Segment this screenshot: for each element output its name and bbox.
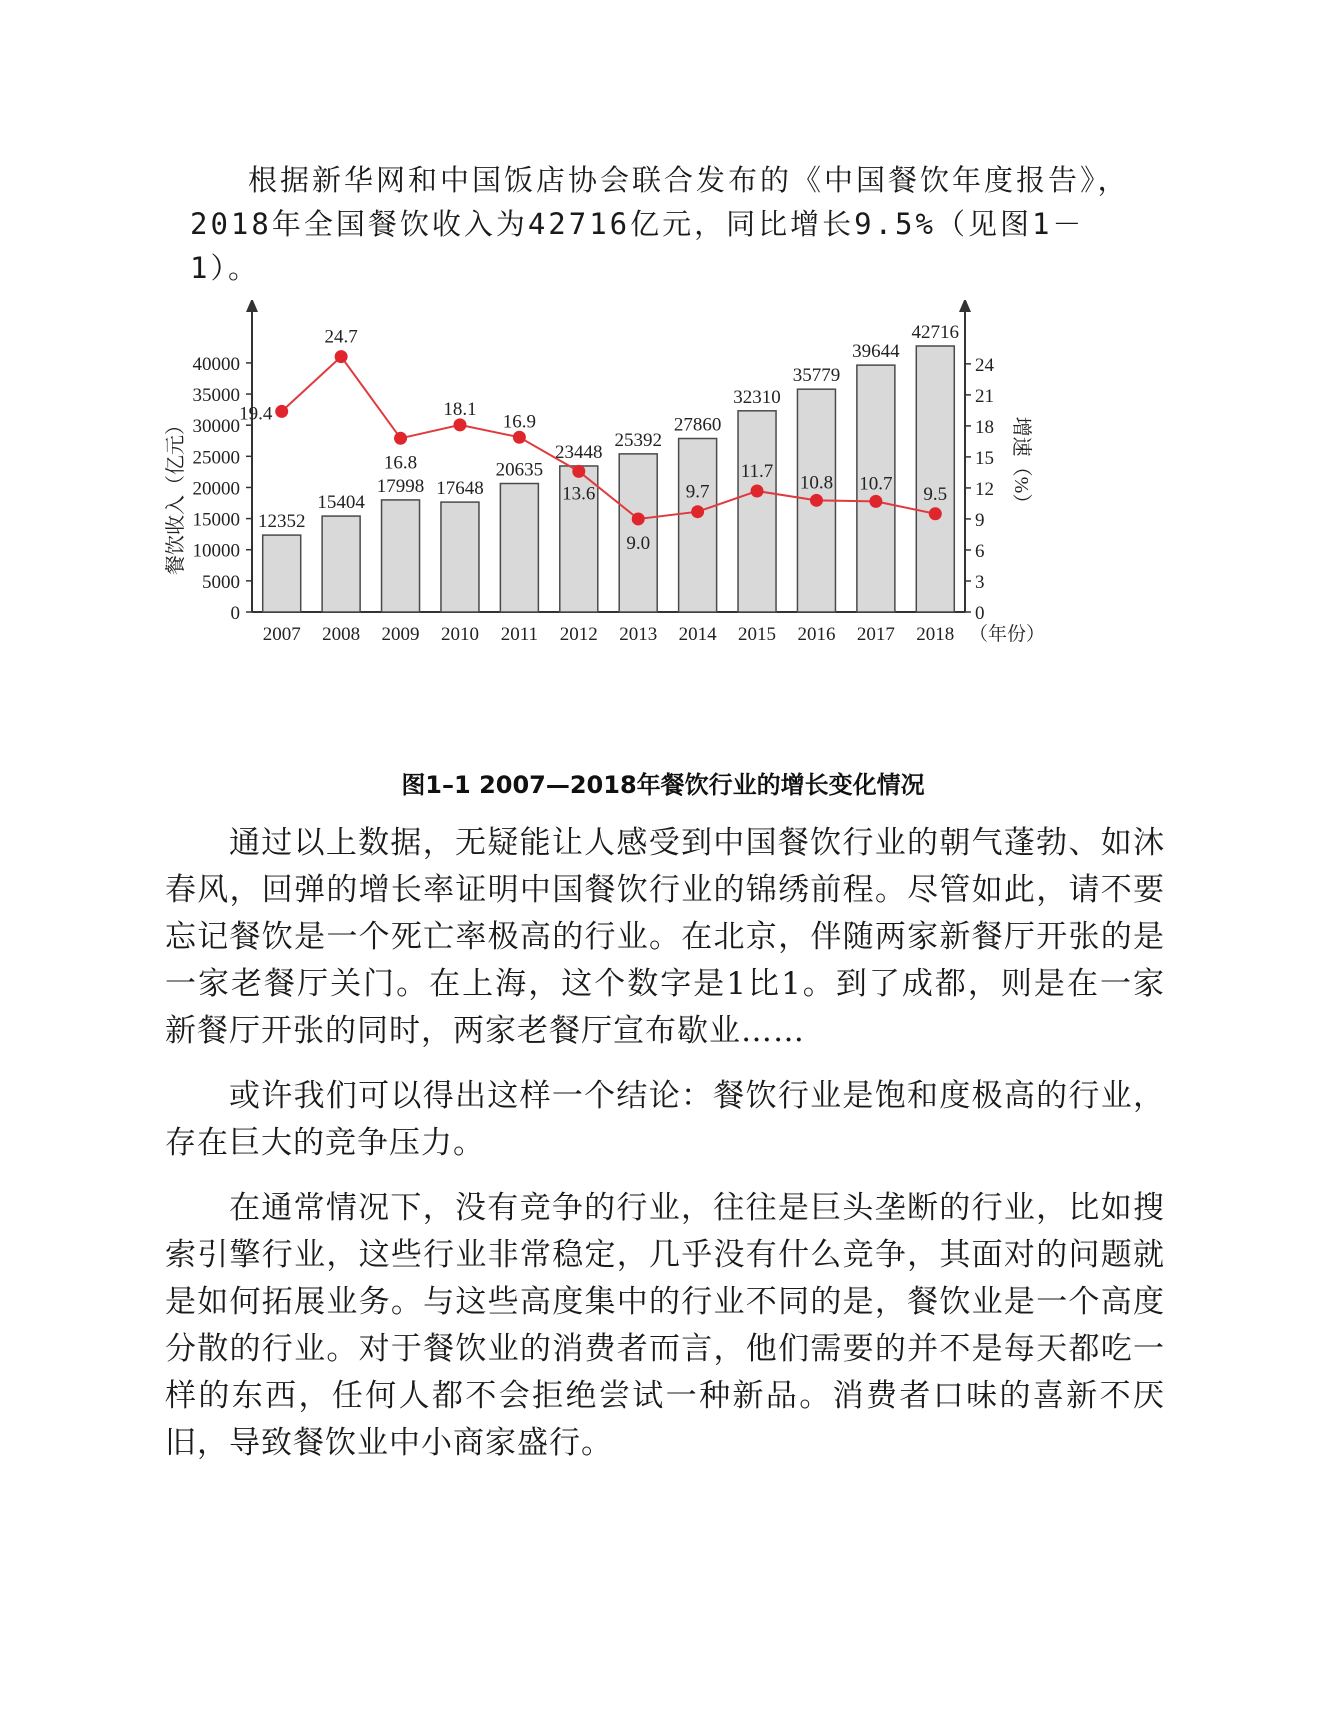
- bar-value-label: 25392: [614, 429, 662, 451]
- growth-point: [691, 505, 704, 518]
- bar-value-label: 15404: [317, 492, 365, 514]
- right-tick-label: 9: [975, 509, 985, 531]
- growth-point: [572, 465, 585, 478]
- growth-point: [335, 350, 348, 363]
- intro-paragraph: [190, 158, 1130, 290]
- right-tick-label: 6: [975, 540, 985, 562]
- x-tick-label: 2010: [440, 624, 479, 645]
- growth-value-label: 9.5: [923, 483, 948, 505]
- x-tick-label: 2016: [797, 624, 836, 645]
- bar: [263, 535, 301, 612]
- growth-point: [632, 512, 645, 525]
- intro-text: 根据新华网和中国饭店协会联合发布的《中国餐饮年度报告》，2018年全国餐饮收入为42716亿元，同比增长9.5%（见图1－1）。: [190, 163, 1130, 285]
- left-tick-label: 30000: [192, 416, 240, 438]
- right-axis-arrow-icon: [959, 300, 971, 312]
- growth-value-label: 9.7: [685, 481, 710, 503]
- bar: [916, 346, 954, 612]
- growth-value-label: 9.0: [626, 532, 651, 554]
- x-axis-title: （年份）: [969, 624, 1046, 645]
- growth-value-label: 18.1: [443, 398, 477, 420]
- left-axis-title: 餐饮收入（亿元）: [165, 415, 187, 575]
- figure-caption: 图1–1 2007—2018年餐饮行业的增长变化情况: [401, 771, 925, 799]
- growth-value-label: 11.7: [740, 461, 774, 483]
- growth-value-label: 19.4: [239, 403, 273, 425]
- bar: [738, 411, 776, 612]
- left-tick-label: 40000: [192, 353, 240, 375]
- left-tick-label: 20000: [192, 478, 240, 500]
- growth-value-label: 10.8: [799, 472, 834, 494]
- bar: [441, 502, 479, 612]
- left-tick-label: 15000: [192, 509, 240, 531]
- right-tick-label: 3: [975, 571, 985, 593]
- x-tick-label: 2013: [619, 624, 658, 645]
- combo-chart: [160, 300, 1160, 730]
- left-tick-label: 35000: [192, 385, 240, 407]
- growth-point: [869, 495, 882, 508]
- growth-value-label: 16.9: [502, 411, 536, 433]
- bar: [500, 484, 538, 612]
- growth-point: [453, 418, 466, 431]
- x-tick-label: 2011: [500, 624, 539, 645]
- bar-value-label: 32310: [733, 386, 781, 408]
- growth-point: [810, 494, 823, 507]
- x-tick-label: 2009: [381, 624, 420, 645]
- right-tick-label: 24: [975, 354, 994, 376]
- x-tick-label: 2018: [916, 624, 955, 645]
- left-tick-label: 0: [230, 603, 240, 624]
- growth-point: [394, 432, 407, 445]
- bar: [322, 516, 360, 612]
- bar-value-label: 42716: [911, 321, 960, 343]
- bar-value-label: 27860: [673, 414, 722, 436]
- right-tick-label: 18: [975, 416, 994, 438]
- bar-value-label: 12352: [257, 511, 306, 533]
- paragraph: 通过以上数据，无疑能让人感受到中国餐饮行业的朝气蓬勃、如沐春风，回弹的增长率证明中国餐饮行业的锦绣前程。尽管如此，请不要忘记餐饮是一个死亡率极高的行业。在北京，伴随两家新餐厅开张的是一家老餐厅关门。在上海，这个数字是1比1。到了成都，则是在一家新餐厅开张的同时，两家老餐厅宣布歇业……: [165, 825, 1165, 1049]
- bar-value-label: 20635: [495, 459, 544, 481]
- bar-value-label: 23448: [555, 441, 603, 463]
- growth-value-label: 10.7: [859, 473, 893, 495]
- right-tick-label: 15: [975, 447, 994, 469]
- growth-point: [929, 507, 942, 520]
- x-tick-label: 2014: [678, 624, 717, 645]
- left-axis-arrow-icon: [246, 300, 258, 312]
- growth-point: [275, 405, 288, 418]
- right-tick-label: 21: [975, 385, 994, 407]
- x-tick-label: 2012: [559, 624, 598, 645]
- growth-point: [513, 431, 526, 444]
- right-tick-label: 12: [975, 478, 994, 500]
- x-tick-label: 2007: [262, 624, 301, 645]
- body-text: [165, 820, 1165, 1485]
- x-tick-label: 2015: [738, 624, 777, 645]
- x-tick-label: 2017: [856, 624, 895, 645]
- growth-value-label: 16.8: [383, 452, 418, 474]
- x-tick-label: 2008: [322, 624, 361, 645]
- bar-value-label: 17648: [436, 478, 484, 500]
- growth-point: [751, 485, 764, 498]
- bar: [679, 439, 717, 612]
- right-tick-label: 0: [975, 603, 985, 624]
- paragraph: 或许我们可以得出这样一个结论：餐饮行业是饱和度极高的行业，存在巨大的竞争压力。: [165, 1078, 1165, 1161]
- left-tick-label: 10000: [192, 540, 240, 562]
- paragraph: 在通常情况下，没有竞争的行业，往往是巨头垄断的行业，比如搜索引擎行业，这些行业非常稳定，几乎没有什么竞争，其面对的问题就是如何拓展业务。与这些高度集中的行业不同的是，餐饮业是一个高度分散的行业。对于餐饮业的消费者而言，他们需要的并不是每天都吃一样的东西，任何人都不会拒绝尝试一种新品。消费者口味的喜新不厌旧，导致餐饮业中小商家盛行。: [165, 1190, 1165, 1461]
- left-tick-label: 25000: [192, 447, 240, 469]
- bar-value-label: 35779: [792, 365, 841, 387]
- chart-container: [160, 300, 1160, 730]
- right-axis-title: 增速（%）: [1010, 416, 1032, 514]
- left-tick-label: 5000: [202, 571, 240, 593]
- bar: [382, 500, 420, 612]
- growth-value-label: 13.6: [562, 483, 596, 505]
- bar-value-label: 17998: [376, 475, 425, 497]
- growth-value-label: 24.7: [324, 326, 358, 348]
- bar-value-label: 39644: [852, 341, 900, 363]
